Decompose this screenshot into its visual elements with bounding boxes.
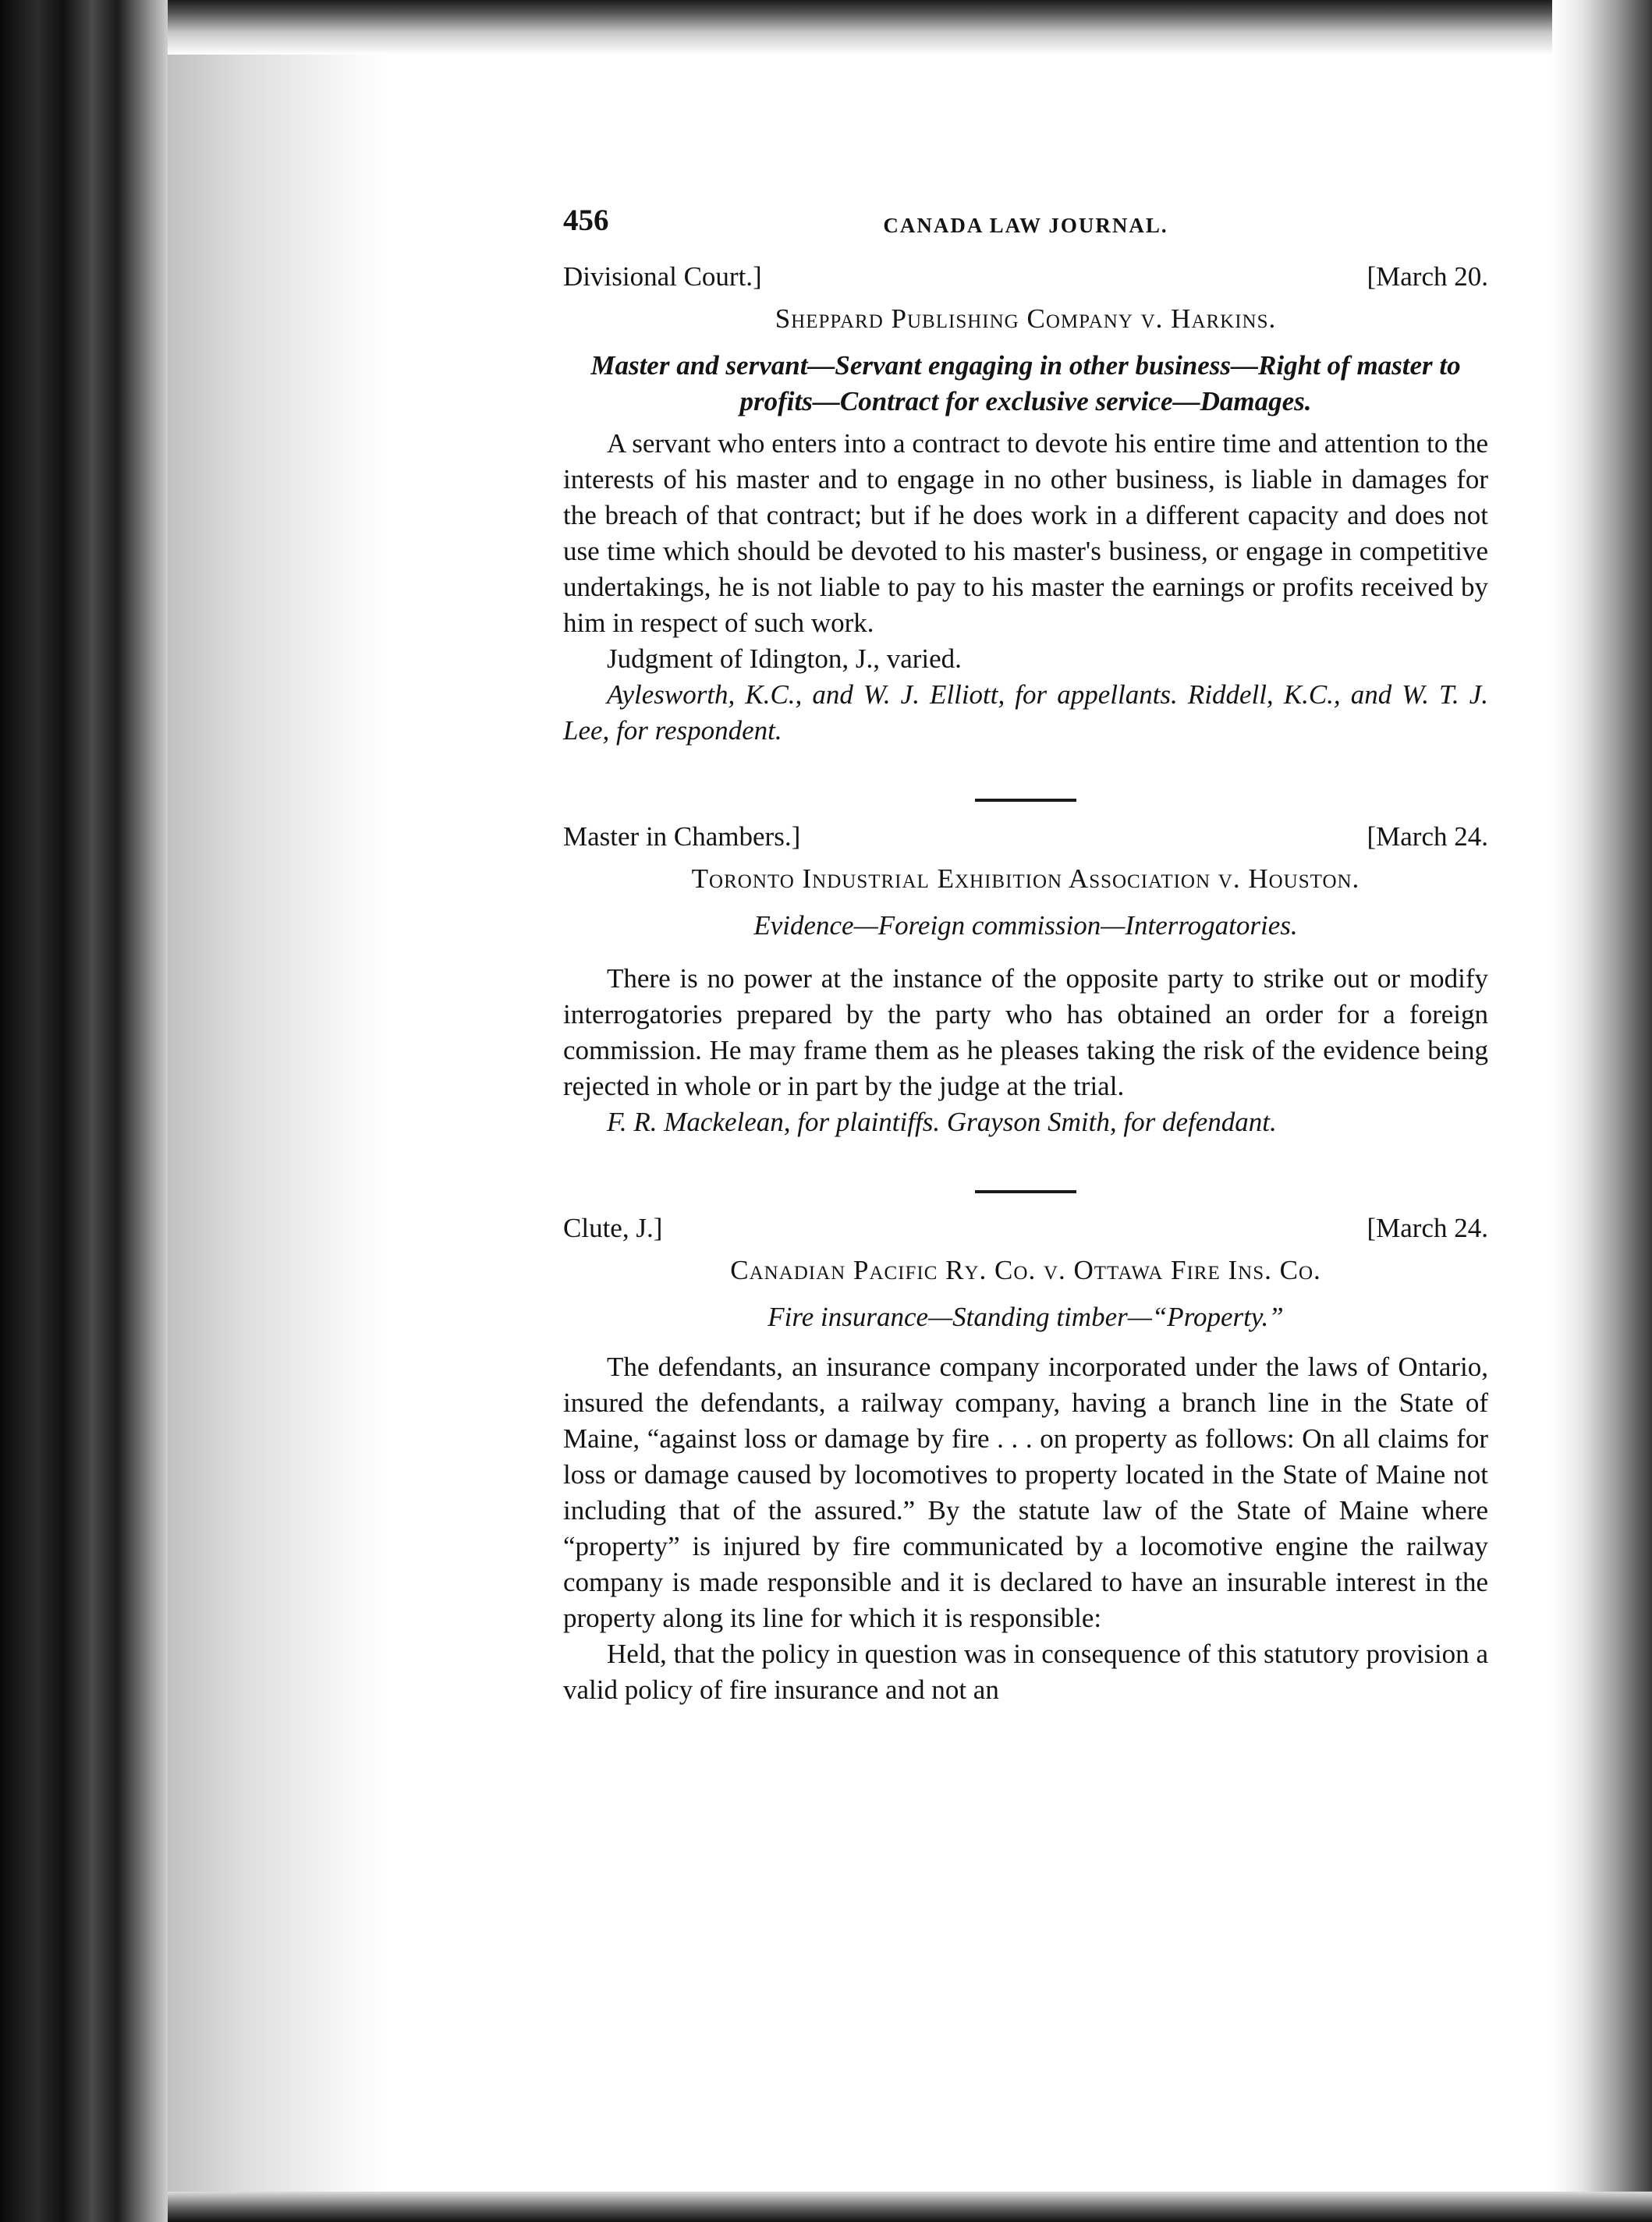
counsel-line: Aylesworth, K.C., and W. J. Elliott, for appellants. Riddell, K.C., and W. T. J. Lee, for respondent. — [563, 679, 1488, 746]
book-binding-shadow — [0, 0, 168, 2222]
top-edge-shadow — [168, 0, 1652, 55]
case-canadian-pacific — [563, 1210, 1488, 1708]
case-sheppard — [563, 259, 1488, 749]
decision-date: [March 20. — [1367, 261, 1488, 292]
counsel-line: F. R. Mackelean, for plaintiffs. Grayson Smith, for defendant. — [607, 1107, 1277, 1137]
decision-date: [March 24. — [1367, 821, 1488, 852]
case-title: Canadian Pacific Ry. Co. v. Ottawa Fire Ins. Co. — [730, 1255, 1321, 1285]
decision-date: [March 24. — [1367, 1213, 1488, 1243]
case-headnote: Master and servant—Servant engaging in other business—Right of master to profits—Contract for exclusive service—Damages. — [590, 350, 1461, 416]
case-headnote: Fire insurance—Standing timber—“Property.” — [768, 1302, 1284, 1332]
judgment-line: Judgment of Idington, J., varied. — [607, 643, 962, 674]
case-title: Sheppard Publishing Company v. Harkins. — [775, 303, 1277, 334]
case-toronto-exhibition — [563, 819, 1488, 1140]
section-divider — [975, 799, 1076, 802]
court-line — [563, 819, 1488, 856]
court-line — [563, 259, 1488, 296]
bottom-edge-shadow — [168, 2192, 1652, 2222]
court-line — [563, 1210, 1488, 1248]
court-name: Clute, J.] — [563, 1213, 663, 1243]
case-summary: The defendants, an insurance company incorporated under the laws of Ontario, insured the defendants, a railway company, having a branch line in the State of Maine, “against loss or damage by fire . . . on property as follows: On all claims for loss or damage caused by locomotives to property located in the State of Maine not including that of the assured.” By the statute law of the State of Maine where “property” is injured by fire communicated by a locomotive engine the railway company is made responsible and it is declared to have an insurable interest in the property along its line for which it is responsible: — [563, 1352, 1488, 1633]
case-summary: There is no power at the instance of the opposite party to strike out or modify interrogatories prepared by the party who has obtained an order for a foreign commission. He may frame them as he pleases taking the risk of the evidence being rejected in whole or in part by the judge at the trial. — [563, 963, 1488, 1101]
court-name: Divisional Court.] — [563, 261, 762, 292]
held-paragraph: Held, that the policy in question was in consequence of this statutory provision a valid policy of fire insurance and not an — [563, 1639, 1488, 1705]
case-summary: A servant who enters into a contract to devote his entire time and attention to the interests of his master and to engage in no other business, is liable in damages for the breach of that contract; but if he does work in a different capacity and does not use time which should be devoted to his master's business, or engage in competitive undertakings, he is not liable to pay to his master the earnings or profits received by him in respect of such work. — [563, 428, 1488, 638]
gutter-shadow — [168, 0, 386, 2222]
page-number: 456 — [563, 204, 609, 237]
case-title: Toronto Industrial Exhibition Association v. Houston. — [691, 863, 1360, 894]
journal-name: CANADA LAW JOURNAL. — [883, 214, 1168, 237]
right-edge-shadow — [1552, 0, 1652, 2222]
running-head — [563, 195, 1488, 242]
page-content — [563, 195, 1488, 1708]
court-name: Master in Chambers.] — [563, 821, 801, 852]
case-headnote: Evidence—Foreign commission—Interrogatories. — [753, 910, 1298, 941]
section-divider — [975, 1190, 1076, 1193]
